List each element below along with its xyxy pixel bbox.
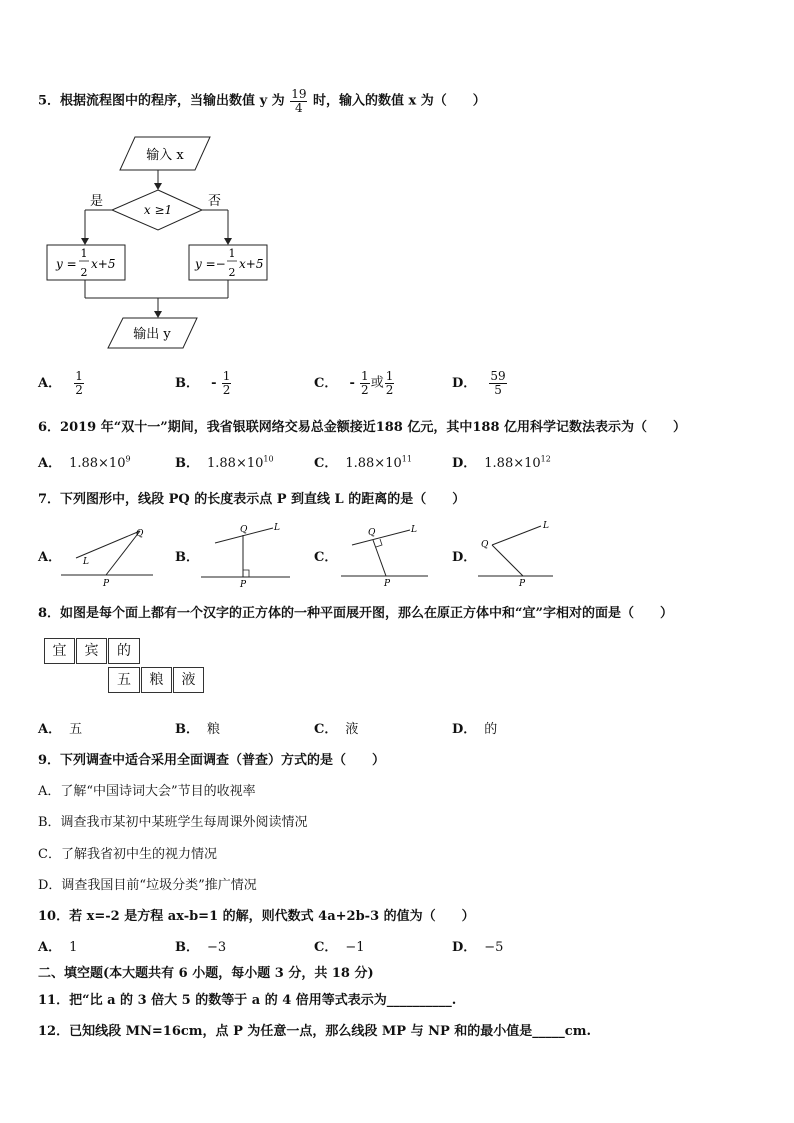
flow-input-text: 输入 x (146, 148, 184, 163)
svg-text:L: L (543, 521, 549, 531)
net-cell-yi: 宜 (44, 638, 75, 664)
svg-text:Q: Q (481, 540, 489, 550)
svg-text:L: L (83, 557, 89, 567)
q11-stem: 11．把“比 a 的 3 倍大 5 的数等于 a 的 4 倍用等式表示为__________. (38, 993, 457, 1008)
net-cell-ye: 液 (173, 667, 204, 693)
svg-text:P: P (240, 580, 247, 590)
q7-option-c[interactable]: C． (314, 550, 338, 565)
q7-option-a[interactable]: A． (38, 550, 62, 565)
q8-option-b[interactable]: B． 粮 (175, 722, 221, 737)
q7-figure-c (338, 520, 438, 590)
q6-option-c[interactable]: C． $1.88\times 10^{11}$ (314, 454, 412, 471)
svg-text:Q: Q (240, 525, 248, 535)
net-cell-de: 的 (108, 638, 140, 664)
q9-option-b[interactable]: B．调查我市某初中某班学生每周课外阅读情况 (38, 815, 308, 830)
q5-option-c[interactable]: C． - $\frac{1}{2}$ 或 $\frac{1}{2}$ (314, 369, 394, 397)
q9-option-c[interactable]: C．了解我省初中生的视力情况 (38, 847, 217, 862)
q7-figure-a (58, 520, 158, 590)
q6-option-b[interactable]: B． $1.88\times 10^{10}$ (175, 454, 274, 471)
svg-text:1: 1 (80, 247, 88, 260)
svg-text:x+5: x+5 (239, 257, 264, 271)
svg-text:Q: Q (368, 528, 376, 538)
flow-yes-label: 是 (90, 194, 104, 209)
cube-net (44, 638, 214, 698)
q5-fraction: $\frac{19}{4}$ (291, 87, 307, 115)
svg-text:2: 2 (228, 266, 236, 279)
q10-option-d[interactable]: D． −5 (452, 940, 504, 955)
q12-stem: 12．已知线段 MN=16cm，点 P 为任意一点，那么线段 MP 与 NP 和的最小值是_____cm. (38, 1024, 591, 1039)
flowchart (40, 130, 280, 360)
q5-stem: 5．根据流程图中的程序，当输出数值 y 为 $\frac{19}{4}$ 时，输入的数值 x 为（ ） (38, 87, 486, 115)
q6-option-a[interactable]: A． $1.88\times 10^9$ (38, 454, 131, 471)
flow-condition-text: x ≥1 (143, 203, 173, 217)
svg-text:Q: Q (136, 529, 144, 539)
section-2-heading: 二、填空题(本大题共有 6 小题，每小题 3 分，共 18 分) (38, 966, 374, 981)
q6-stem: 6．2019 年“双十一”期间，我省银联网络交易总金额接近188 亿元，其中188 亿用科学记数法表示为（ ） (38, 420, 687, 435)
flow-output-text: 输出 y (133, 327, 171, 342)
q10-stem: 10．若 x=-2 是方程 ax-b=1 的解，则代数式 4a+2b-3 的值为（ ） (38, 909, 475, 924)
q9-option-d[interactable]: D．调查我国目前“垃圾分类”推广情况 (38, 878, 257, 893)
net-cell-wu: 五 (108, 667, 140, 693)
q7-option-b[interactable]: B． (175, 550, 199, 565)
svg-text:P: P (519, 579, 526, 588)
q5-option-a[interactable]: A． $\frac{1}{2}$ (38, 369, 83, 397)
net-cell-liang: 粮 (141, 667, 172, 693)
svg-text:x+5: x+5 (91, 257, 116, 271)
svg-text:y =: y = (56, 257, 77, 271)
q7-stem: 7．下列图形中，线段 PQ 的长度表示点 P 到直线 L 的距离的是（ ） (38, 492, 466, 507)
q5-option-d[interactable]: D． $\frac{59}{5}$ (452, 369, 506, 397)
q8-option-d[interactable]: D． 的 (452, 722, 498, 737)
q10-option-c[interactable]: C． −1 (314, 940, 365, 955)
q7-option-d[interactable]: D． (452, 550, 477, 565)
svg-text:P: P (103, 579, 110, 589)
svg-text:L: L (274, 523, 280, 533)
q7-figure-d (475, 518, 575, 588)
svg-text:P: P (384, 579, 391, 589)
q9-stem: 9．下列调查中适合采用全面调查（普查）方式的是（ ） (38, 753, 386, 768)
svg-text:1: 1 (228, 247, 236, 260)
q8-stem: 8．如图是每个面上都有一个汉字的正方体的一种平面展开图，那么在原正方体中和“宜”字相对的面是（ ） (38, 606, 674, 621)
q6-option-d[interactable]: D． $1.88\times 10^{12}$ (452, 454, 551, 471)
q8-option-a[interactable]: A． 五 (38, 722, 83, 737)
q8-option-c[interactable]: C． 液 (314, 722, 359, 737)
q10-option-a[interactable]: A． 1 (38, 940, 78, 955)
q9-option-a[interactable]: A．了解“中国诗词大会”节目的收视率 (38, 784, 256, 799)
q7-figure-b (198, 520, 298, 590)
svg-text:L: L (411, 525, 417, 535)
flow-no-label: 否 (208, 194, 222, 209)
q5-option-b[interactable]: B． - $\frac{1}{2}$ (175, 369, 231, 397)
svg-text:y =−: y =− (195, 257, 226, 271)
net-cell-bin: 宾 (76, 638, 107, 664)
svg-text:2: 2 (80, 266, 88, 279)
q10-option-b[interactable]: B． −3 (175, 940, 227, 955)
